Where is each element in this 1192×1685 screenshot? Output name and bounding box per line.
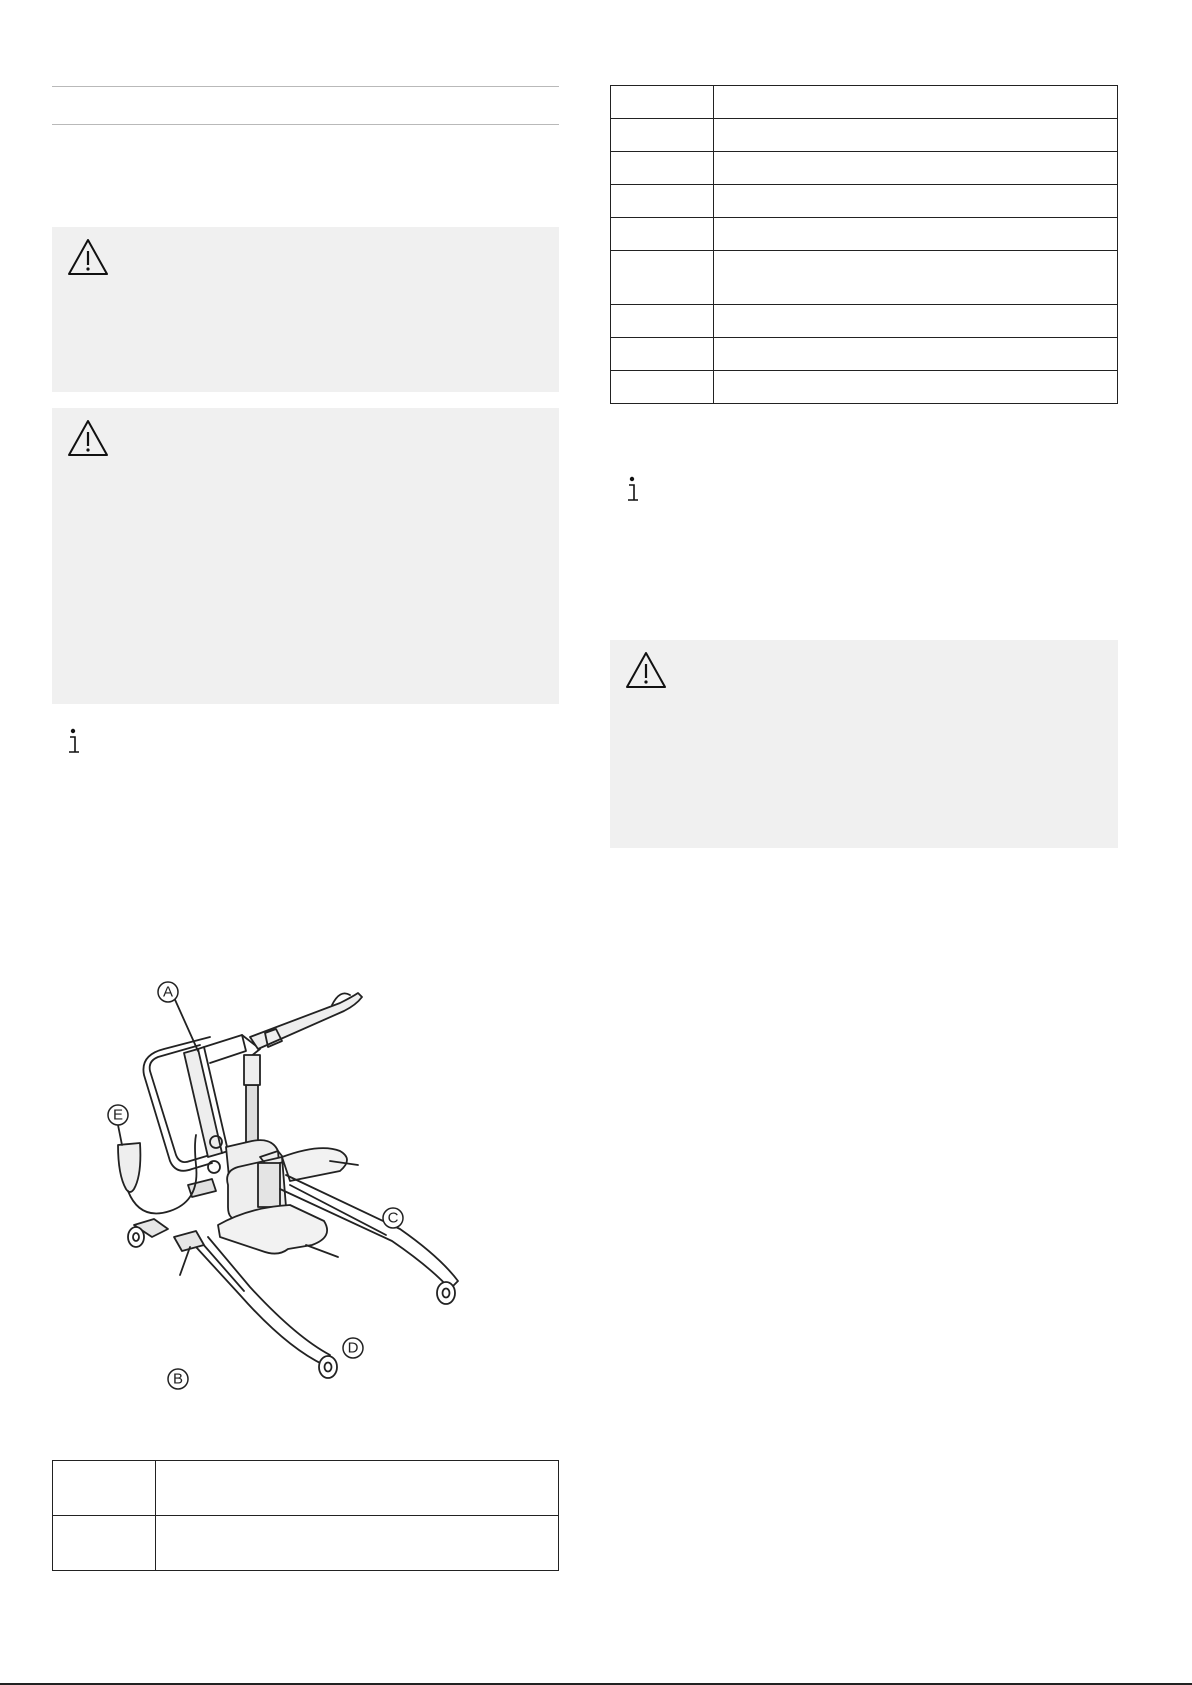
- warning-triangle-icon: [66, 418, 110, 458]
- table-row: [611, 152, 1118, 185]
- table-row: [611, 119, 1118, 152]
- warning-triangle-icon: [66, 237, 110, 277]
- header-rule-top: [52, 86, 559, 87]
- table-row: [611, 338, 1118, 371]
- callout-label-d: D: [347, 1339, 359, 1357]
- specification-table: [610, 85, 1118, 404]
- table-row: [611, 305, 1118, 338]
- table-row: [53, 1461, 559, 1516]
- warning-box-1: [52, 227, 559, 392]
- table-row: [611, 86, 1118, 119]
- table-row: [611, 185, 1118, 218]
- table-row: [611, 251, 1118, 305]
- warning-triangle-icon: [624, 650, 668, 690]
- callout-label-c: C: [387, 1209, 399, 1227]
- callout-label-a: A: [162, 983, 174, 1001]
- callout-label-e: E: [112, 1106, 124, 1124]
- figure-legend-table: [52, 1460, 559, 1571]
- patient-lift-illustration: [100, 975, 520, 1445]
- table-row: [53, 1516, 559, 1571]
- info-icon: [626, 476, 640, 504]
- table-row: [611, 218, 1118, 251]
- info-icon: [67, 728, 81, 756]
- warning-box-3: [610, 640, 1118, 848]
- warning-box-2: [52, 408, 559, 704]
- table-row: [611, 371, 1118, 404]
- callout-label-b: B: [172, 1370, 184, 1388]
- header-rule-bottom: [52, 124, 559, 125]
